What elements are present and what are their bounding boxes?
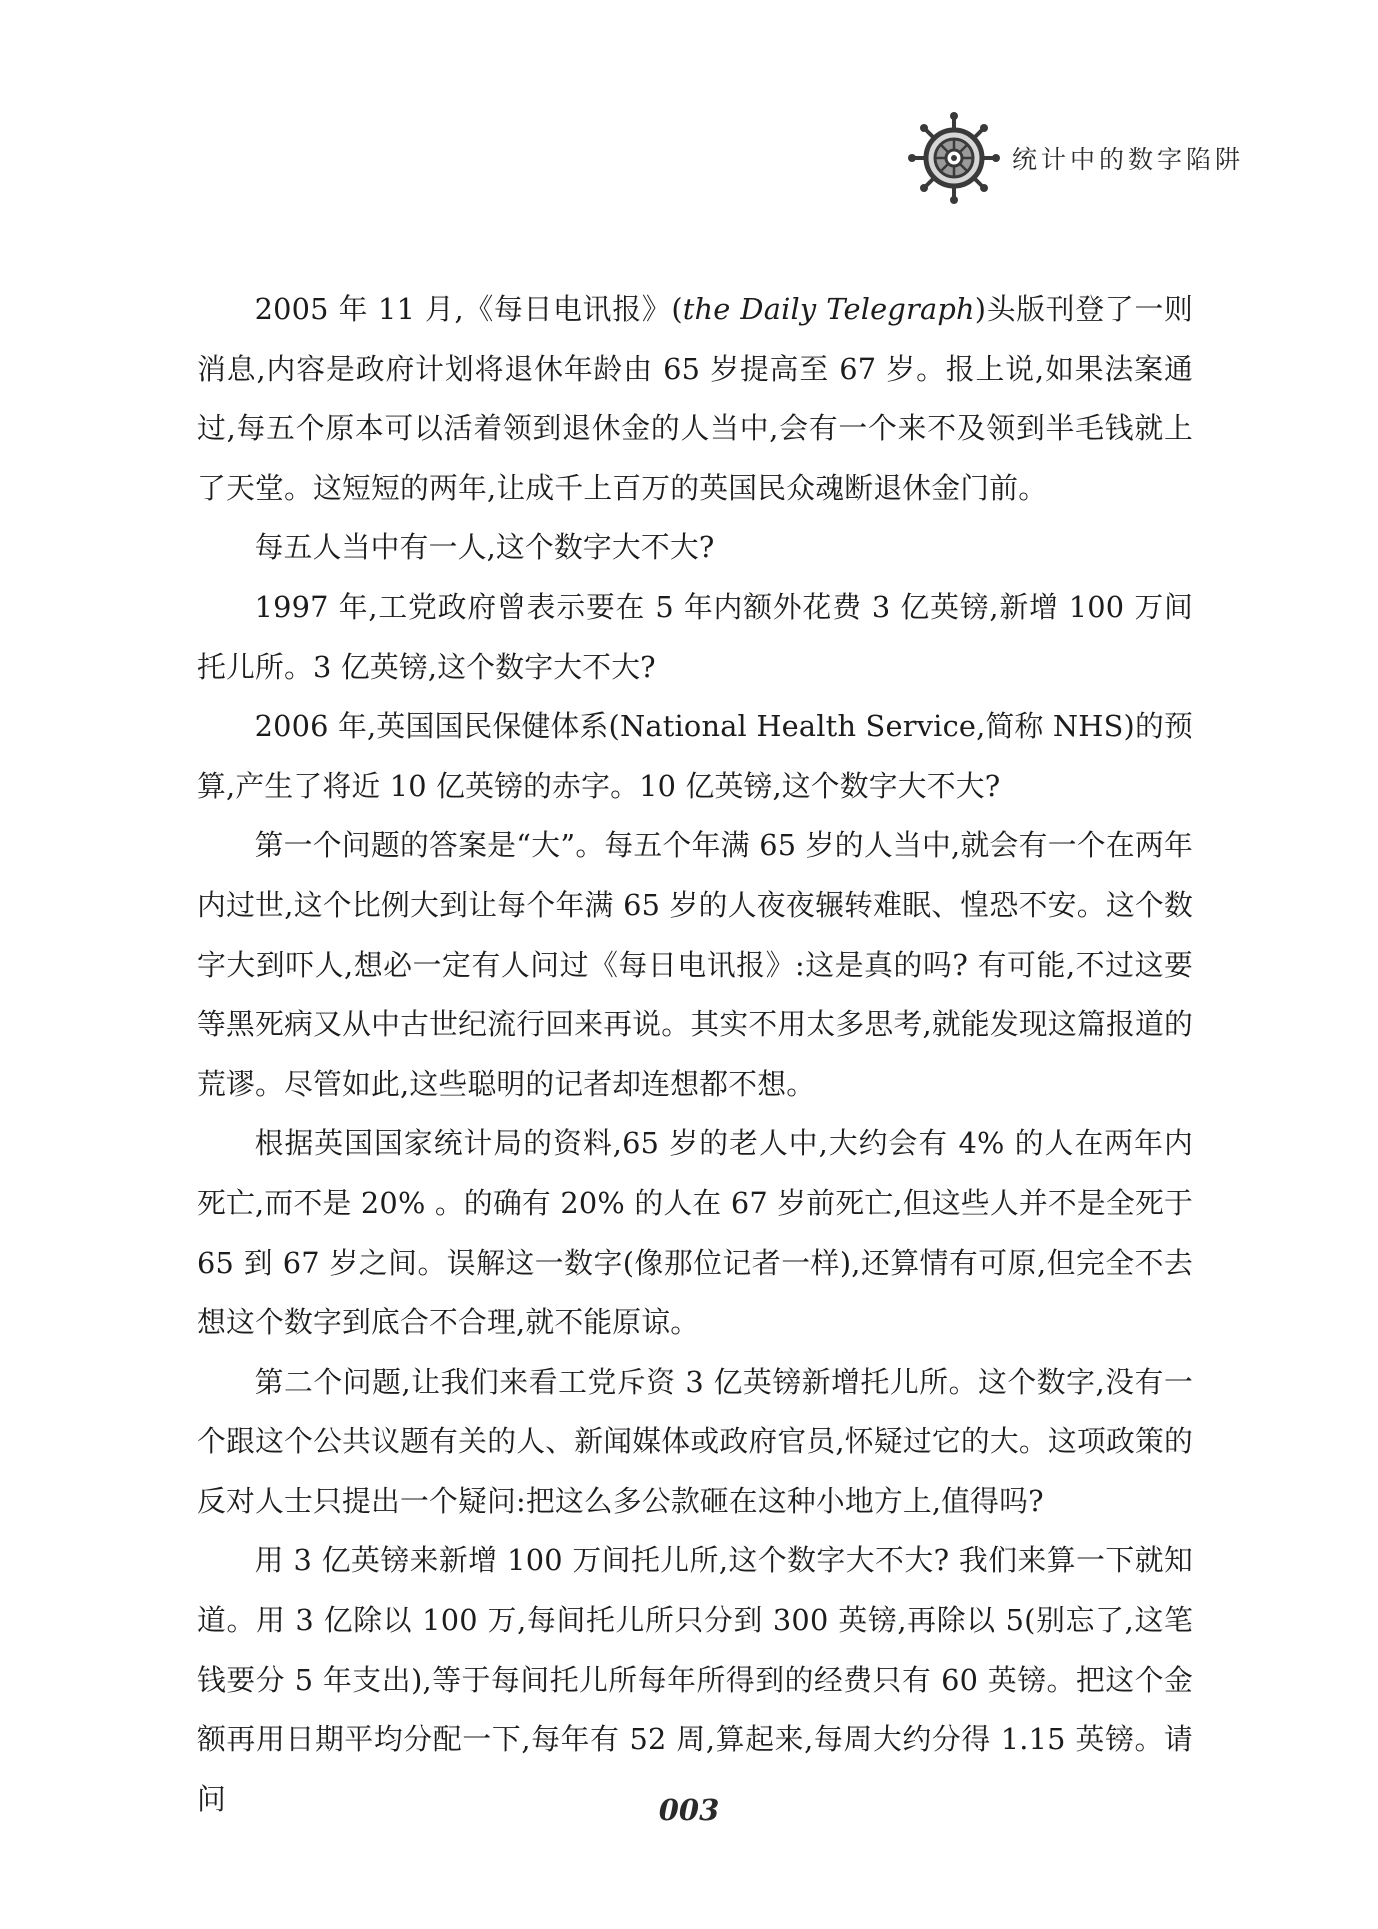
body-text	[197, 280, 1193, 1829]
running-title: 统计中的数字陷阱	[1012, 145, 1245, 174]
paragraph: 第二个问题,让我们来看工党斥资 3 亿英镑新增托儿所。这个数字,没有一个跟这个公共议题有关的人、新闻媒体或政府官员,怀疑过它的大。这项政策的反对人士只提出一个疑问:把这么多公款砸在这种小地方上,值得吗?	[197, 1364, 1193, 1518]
ship-wheel-icon	[908, 112, 1000, 204]
paragraph: 根据英国国家统计局的资料,65 岁的老人中,大约会有 4% 的人在两年内死亡,而不是 20% 。的确有 20% 的人在 67 岁前死亡,但这些人并不是全死于 65 到 67 岁之间。误解这一数字(像那位记者一样),还算情有可原,但完全不去想这个数字到底合不合理,就不能原谅。	[197, 1126, 1193, 1340]
running-header	[908, 112, 1244, 204]
paragraph: 每五人当中有一人,这个数字大不大?	[254, 530, 715, 565]
newspaper-title-italic: the Daily Telegraph	[682, 292, 975, 326]
paragraph: 2006 年,英国国民保健体系(National Health Service,简称 NHS)的预算,产生了将近 10 亿英镑的赤字。10 亿英镑,这个数字大不大?	[197, 709, 1193, 803]
paragraph	[197, 280, 1193, 518]
paragraph-text: )头版刊登了一则消息,内容是政府计划将退休年龄由 65 岁提高至 67 岁。报上说,如果法案通过,每五个原本可以活着领到退休金的人当中,会有一个来不及领到半毛钱就上了天堂。这短短的两年,让成千上百万的英国民众魂断退休金门前。	[197, 292, 1193, 505]
paragraph: 第一个问题的答案是“大”。每五个年满 65 岁的人当中,就会有一个在两年内过世,这个比例大到让每个年满 65 岁的人夜夜辗转难眠、惶恐不安。这个数字大到吓人,想必一定有人问过《每日电讯报》:这是真的吗? 有可能,不过这要等黑死病又从中古世纪流行回来再说。其实不用太多思考,就能发现这篇报道的荒谬。尽管如此,这些聪明的记者却连想都不想。	[197, 828, 1193, 1101]
paragraph-text: 2005 年 11 月,《每日电讯报》(	[254, 292, 683, 326]
paragraph: 用 3 亿英镑来新增 100 万间托儿所,这个数字大不大? 我们来算一下就知道。用 3 亿除以 100 万,每间托儿所只分到 300 英镑,再除以 5(别忘了,这笔钱要分 5 年支出),等于每间托儿所每年所得到的经费只有 60 英镑。把这个金额再用日期平均分配一下,每年有 52 周,算起来,每周大约分得 1.15 英镑。请问	[197, 1543, 1193, 1816]
page-number: 003	[658, 1793, 720, 1827]
paragraph: 1997 年,工党政府曾表示要在 5 年内额外花费 3 亿英镑,新增 100 万间托儿所。3 亿英镑,这个数字大不大?	[197, 589, 1193, 684]
